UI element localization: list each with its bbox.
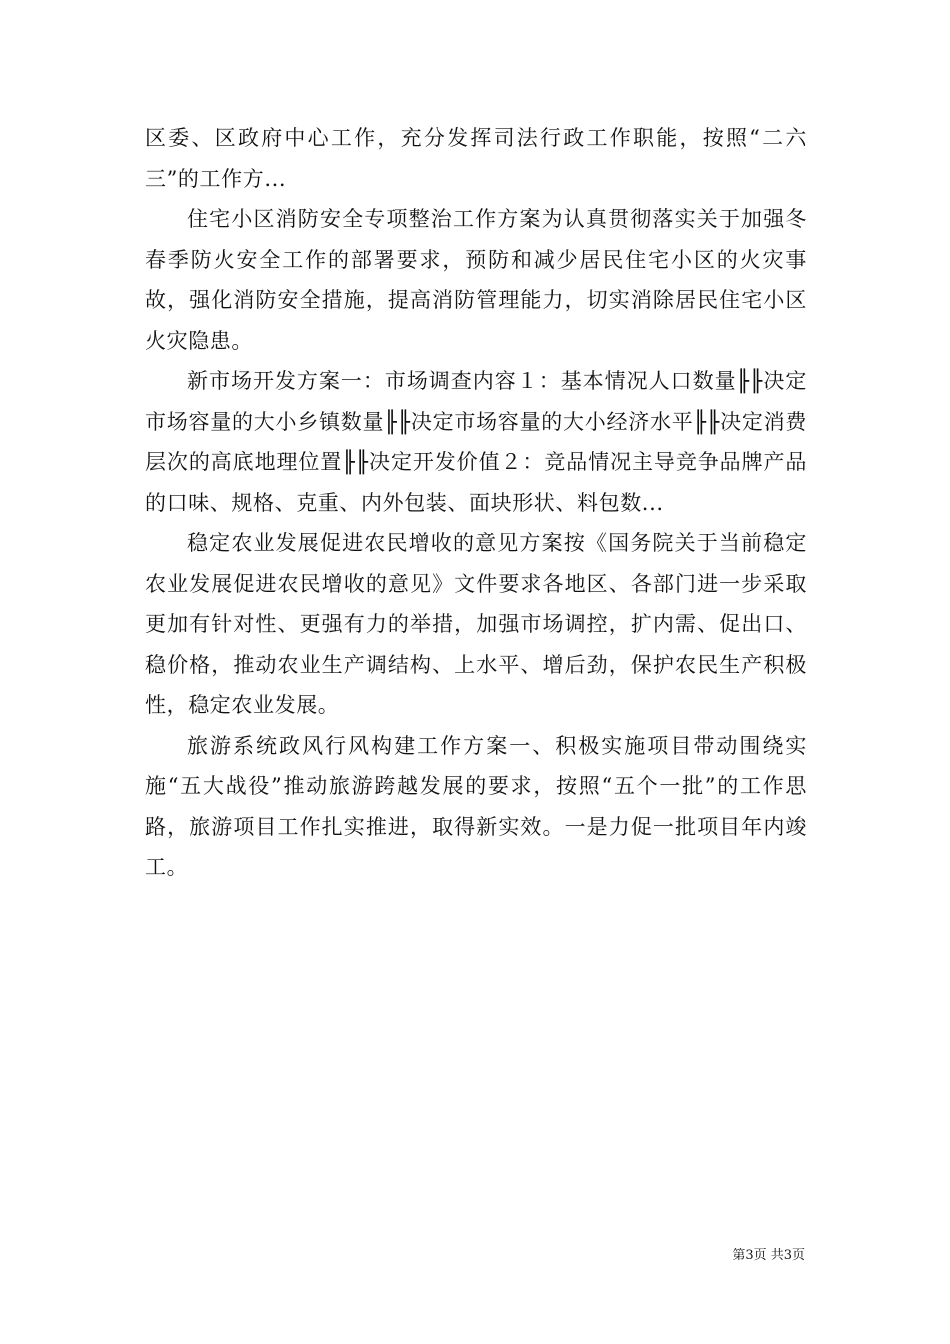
- paragraph-agriculture-plan: 稳定农业发展促进农民增收的意见方案按《国务院关于当前稳定农业发展促进农民增收的意见》文件要求各地区、各部门进一步采取更加有针对性、更强有力的举措，加强市场调控，扩内需、促出口、稳价格，推动农业生产调结构、上水平、增后劲，保护农民生产积极性，稳定农业发展。: [145, 531, 807, 717]
- paragraph-tourism-plan: 旅游系统政风行风构建工作方案一、积极实施项目带动围绕实施“五大战役”推动旅游跨越发展的要求，按照“五个一批”的工作思路，旅游项目工作扎实推进，取得新实效。一是力促一批项目年内竣工。: [145, 733, 807, 879]
- document-body: [145, 118, 807, 888]
- page-number-footer: 第3页 共3页: [732, 1248, 805, 1263]
- paragraph-fire-safety-plan: 住宅小区消防安全专项整治工作方案为认真贯彻落实关于加强冬春季防火安全工作的部署要求，预防和减少居民住宅小区的火灾事故，强化消防安全措施，提高消防管理能力，切实消除居民住宅小区火灾隐患。: [145, 207, 807, 353]
- paragraph-continuation: 区委、区政府中心工作，充分发挥司法行政工作职能，按照“二六三”的工作方...: [145, 126, 807, 191]
- paragraph-market-development-plan: 新市场开发方案一：市场调查内容１：基本情况人口数量╟╟决定市场容量的大小乡镇数量╟╟决定市场容量的大小经济水平╟╟决定消费层次的高底地理位置╟╟决定开发价值２：竞品情况主导竞争品牌产品的口味、规格、克重、内外包装、面块形状、料包数...: [145, 369, 807, 515]
